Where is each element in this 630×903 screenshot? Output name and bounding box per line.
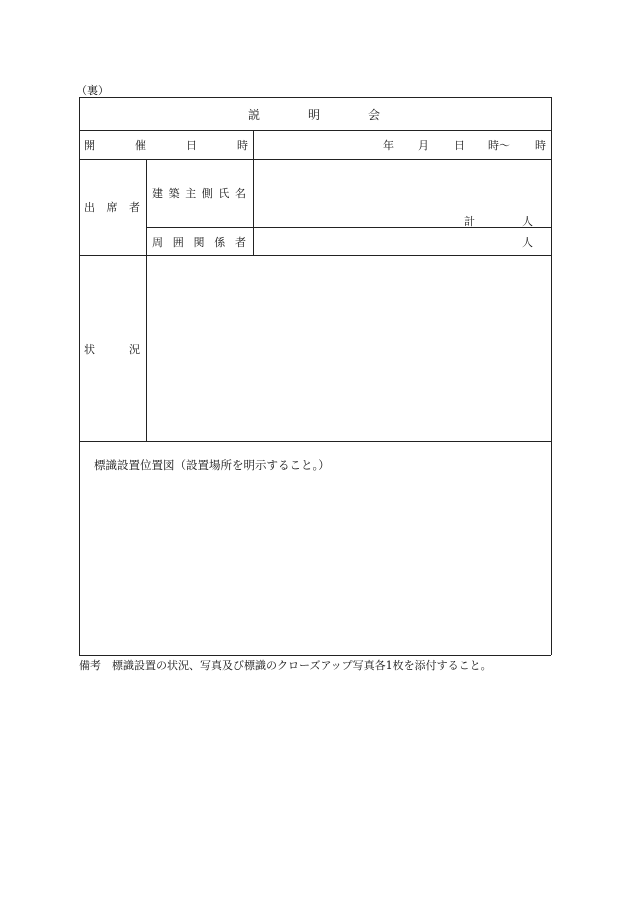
neighbors-count-field[interactable] (254, 228, 550, 254)
status-field[interactable] (147, 256, 550, 440)
heading-title (248, 106, 380, 122)
attendees-label-char: 席 (106, 201, 118, 214)
date-day-unit: 日 (454, 139, 465, 152)
date-year-unit: 年 (383, 139, 394, 152)
date-label-char: 催 (135, 139, 146, 152)
status-label-char: 況 (129, 343, 140, 356)
neighbors-label-char: 囲 (172, 236, 184, 249)
table-border-right (551, 97, 552, 655)
builder-label-char: 側 (201, 187, 213, 200)
date-label-char: 時 (237, 139, 248, 152)
neighbors-label-char: 係 (214, 236, 226, 249)
sign-map-label: 標識設置位置図（設置場所を明示すること。） (94, 458, 330, 472)
col-divider-attendee-label (146, 159, 147, 255)
builder-label-char: 主 (185, 187, 197, 200)
builder-label-char: 築 (168, 187, 180, 200)
table-border-bottom (79, 655, 551, 656)
attendees-label (84, 199, 140, 215)
attendees-label-char: 者 (129, 201, 140, 214)
neighbors-count-unit: 人 (522, 236, 533, 249)
neighbors-label (152, 234, 246, 250)
neighbors-label-char: 関 (193, 236, 205, 249)
builder-label-char: 建 (152, 187, 163, 200)
row-divider-status (79, 441, 551, 442)
date-end-hour-unit: 時 (535, 139, 546, 152)
builder-total-unit: 人 (522, 215, 533, 228)
builder-name-label (152, 185, 246, 201)
date-label-char: 日 (186, 139, 197, 152)
builder-name-field[interactable] (254, 160, 550, 226)
date-label (84, 137, 248, 153)
sign-map-area[interactable] (80, 476, 550, 654)
builder-label-char: 名 (234, 187, 246, 200)
neighbors-label-char: 者 (235, 236, 246, 249)
date-month-unit: 月 (418, 139, 429, 152)
date-label-char: 開 (84, 139, 95, 152)
heading-char: 会 (367, 107, 380, 122)
builder-label-char: 氏 (218, 187, 230, 200)
footnote: 備考 標識設置の状況、写真及び標識のクローズアップ写真各1枚を添付すること。 (79, 659, 492, 672)
attendees-label-char: 出 (84, 201, 95, 214)
builder-total-label: 計 (464, 215, 475, 228)
status-label (84, 341, 140, 357)
heading-char: 明 (307, 107, 320, 122)
heading-char: 説 (248, 107, 261, 122)
side-label: （裏） (76, 84, 109, 97)
status-label-char: 状 (84, 343, 95, 356)
neighbors-label-char: 周 (152, 236, 163, 249)
date-start-hour-unit: 時～ (488, 139, 510, 152)
table-border-top (79, 97, 551, 98)
